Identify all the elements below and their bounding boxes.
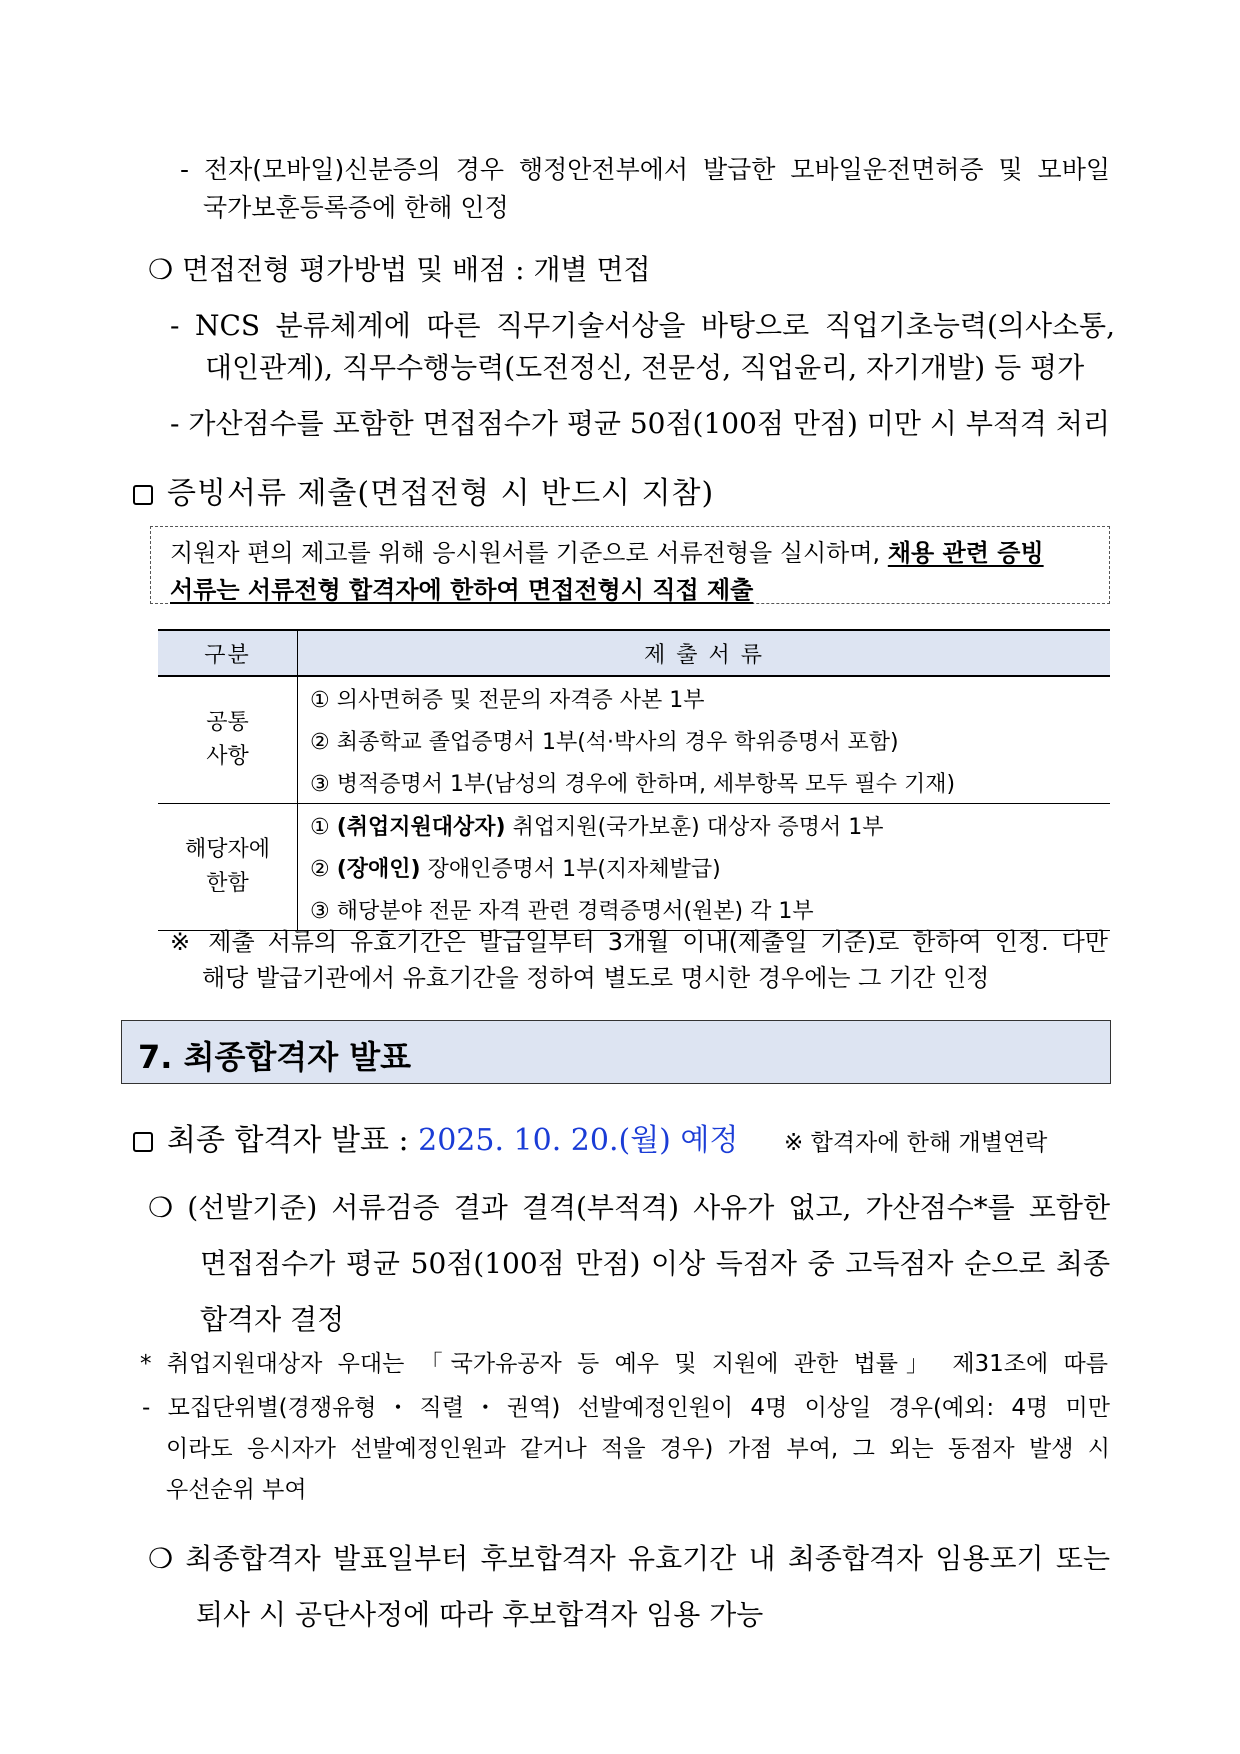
criteria-line-1: ❍ (선발기준) 서류검증 결과 결격(부적격) 사유가 없고, 가산점수*를 포함한	[148, 1191, 1110, 1224]
docs-note-underlined-2: 서류는 서류전형 합격자에 한하여 면접전형시 직접 제출	[170, 576, 754, 604]
tiebreak-line-2: 이라도 응시자가 선발예정인원과 같거나 적을 경우) 가점 부여, 그 외는 동점자 발생 시	[166, 1436, 1110, 1462]
document-item: ① 의사면허증 및 전문의 자격증 사본 1부	[310, 687, 705, 713]
document-item: ③ 병적증명서 1부(남성의 경우에 한하며, 세부항목 모두 필수 기재)	[298, 761, 1111, 804]
document-item	[298, 804, 1111, 847]
category-common-line-1: 공통	[206, 710, 249, 735]
item-number: ③	[310, 898, 337, 924]
docs-note-underlined-1: 채용 관련 증빙	[887, 539, 1044, 567]
criteria-line-2: 면접점수가 평균 50점(100점 만점) 이상 득점자 중 고득점자 순으로 최종	[200, 1247, 1110, 1280]
document-item: ② 최종학교 졸업증명서 1부(석·박사의 경우 학위증명서 포함)	[310, 729, 899, 755]
category-applicable-line-2: 한함	[206, 871, 249, 896]
category-applicable-line-1: 해당자에	[184, 837, 270, 862]
announce-note: ※ 합격자에 한해 개별연락	[784, 1130, 1048, 1156]
required-documents-table	[158, 629, 1110, 931]
interview-bullet-1-line-2: 대인관계), 직무수행능력(도전정신, 전문성, 직업윤리, 자기개발) 등 평가	[205, 351, 1085, 384]
table-row	[158, 761, 1110, 804]
table-header-documents: 제 출 서 류	[298, 630, 1111, 676]
docs-footnote-line-2: 해당 발급기관에서 유효기간을 정하여 별도로 명시한 경우에는 그 기간 인정	[202, 964, 990, 992]
section-7-title: 7. 최종합격자 발표	[138, 1038, 412, 1076]
docs-footnote-line-1: ※ 제출 서류의 유효기간은 발급일부터 3개월 이내(제출일 기준)로 한하여 인정. 다만	[170, 928, 1108, 956]
checkbox-square-icon	[133, 1132, 153, 1152]
document-item	[298, 846, 1111, 888]
item-text: 장애인증명서 1부(지자체발급)	[420, 856, 721, 882]
item-number: ②	[310, 856, 337, 882]
item-bold-label: (취업지원대상자)	[336, 814, 506, 840]
docs-section-heading	[133, 468, 714, 512]
item-number: ①	[310, 814, 337, 840]
table-row	[158, 846, 1110, 888]
preference-note: * 취업지원대상자 우대는 「국가유공자 등 예우 및 지원에 관한 법률」 제31조에 따름	[140, 1351, 1108, 1377]
criteria-line-3: 합격자 결정	[200, 1303, 345, 1336]
final-line-1: ❍ 최종합격자 발표일부터 후보합격자 유효기간 내 최종합격자 임용포기 또는	[148, 1542, 1110, 1575]
tiebreak-line-3: 우선순위 부여	[166, 1477, 307, 1503]
table-row	[158, 719, 1110, 761]
item-text: 해당분야 전문 자격 관련 경력증명서(원본) 각 1부	[336, 898, 814, 924]
docs-heading-text: 증빙서류 제출(면접전형 시 반드시 지참)	[167, 476, 715, 511]
table-row	[158, 676, 1110, 719]
category-common-line-2: 사항	[206, 744, 249, 769]
interview-heading: ❍ 면접전형 평가방법 및 배점 : 개별 면접	[148, 253, 651, 286]
item-bold-label: (장애인)	[336, 856, 421, 882]
tiebreak-line-1: - 모집단위별(경쟁유형・직렬・권역) 선발예정인원이 4명 이상일 경우(예외: 4명 미만	[142, 1395, 1110, 1421]
table-header-row	[158, 630, 1110, 676]
interview-bullet-1-line-1: - NCS 분류체계에 따른 직무기술서상을 바탕으로 직업기초능력(의사소통,	[170, 309, 1115, 342]
announce-date: 2025. 10. 20.(월) 예정	[418, 1123, 739, 1158]
announce-line	[133, 1115, 738, 1159]
item-text: 취업지원(국가보훈) 대상자 증명서 1부	[505, 814, 884, 840]
docs-note-line-2	[170, 570, 753, 605]
table-row	[158, 804, 1110, 847]
announce-label: 최종 합격자 발표 :	[167, 1123, 419, 1158]
checkbox-square-icon	[133, 485, 153, 505]
intro-line-1: - 전자(모바일)신분증의 경우 행정안전부에서 발급한 모바일운전면허증 및 모바일	[180, 155, 1110, 184]
intro-line-2: 국가보훈등록증에 한해 인정	[203, 193, 509, 222]
category-applicable	[158, 804, 298, 931]
category-common	[158, 676, 298, 804]
table-header-category: 구분	[158, 630, 298, 676]
final-line-2: 퇴사 시 공단사정에 따라 후보합격자 임용 가능	[196, 1598, 764, 1631]
interview-bullet-2: - 가산점수를 포함한 면접점수가 평균 50점(100점 만점) 미만 시 부적격 처리	[170, 407, 1110, 440]
docs-note-line-1	[170, 533, 1100, 568]
docs-note-plain: 지원자 편의 제고를 위해 응시원서를 기준으로 서류전형을 실시하며,	[170, 539, 888, 567]
